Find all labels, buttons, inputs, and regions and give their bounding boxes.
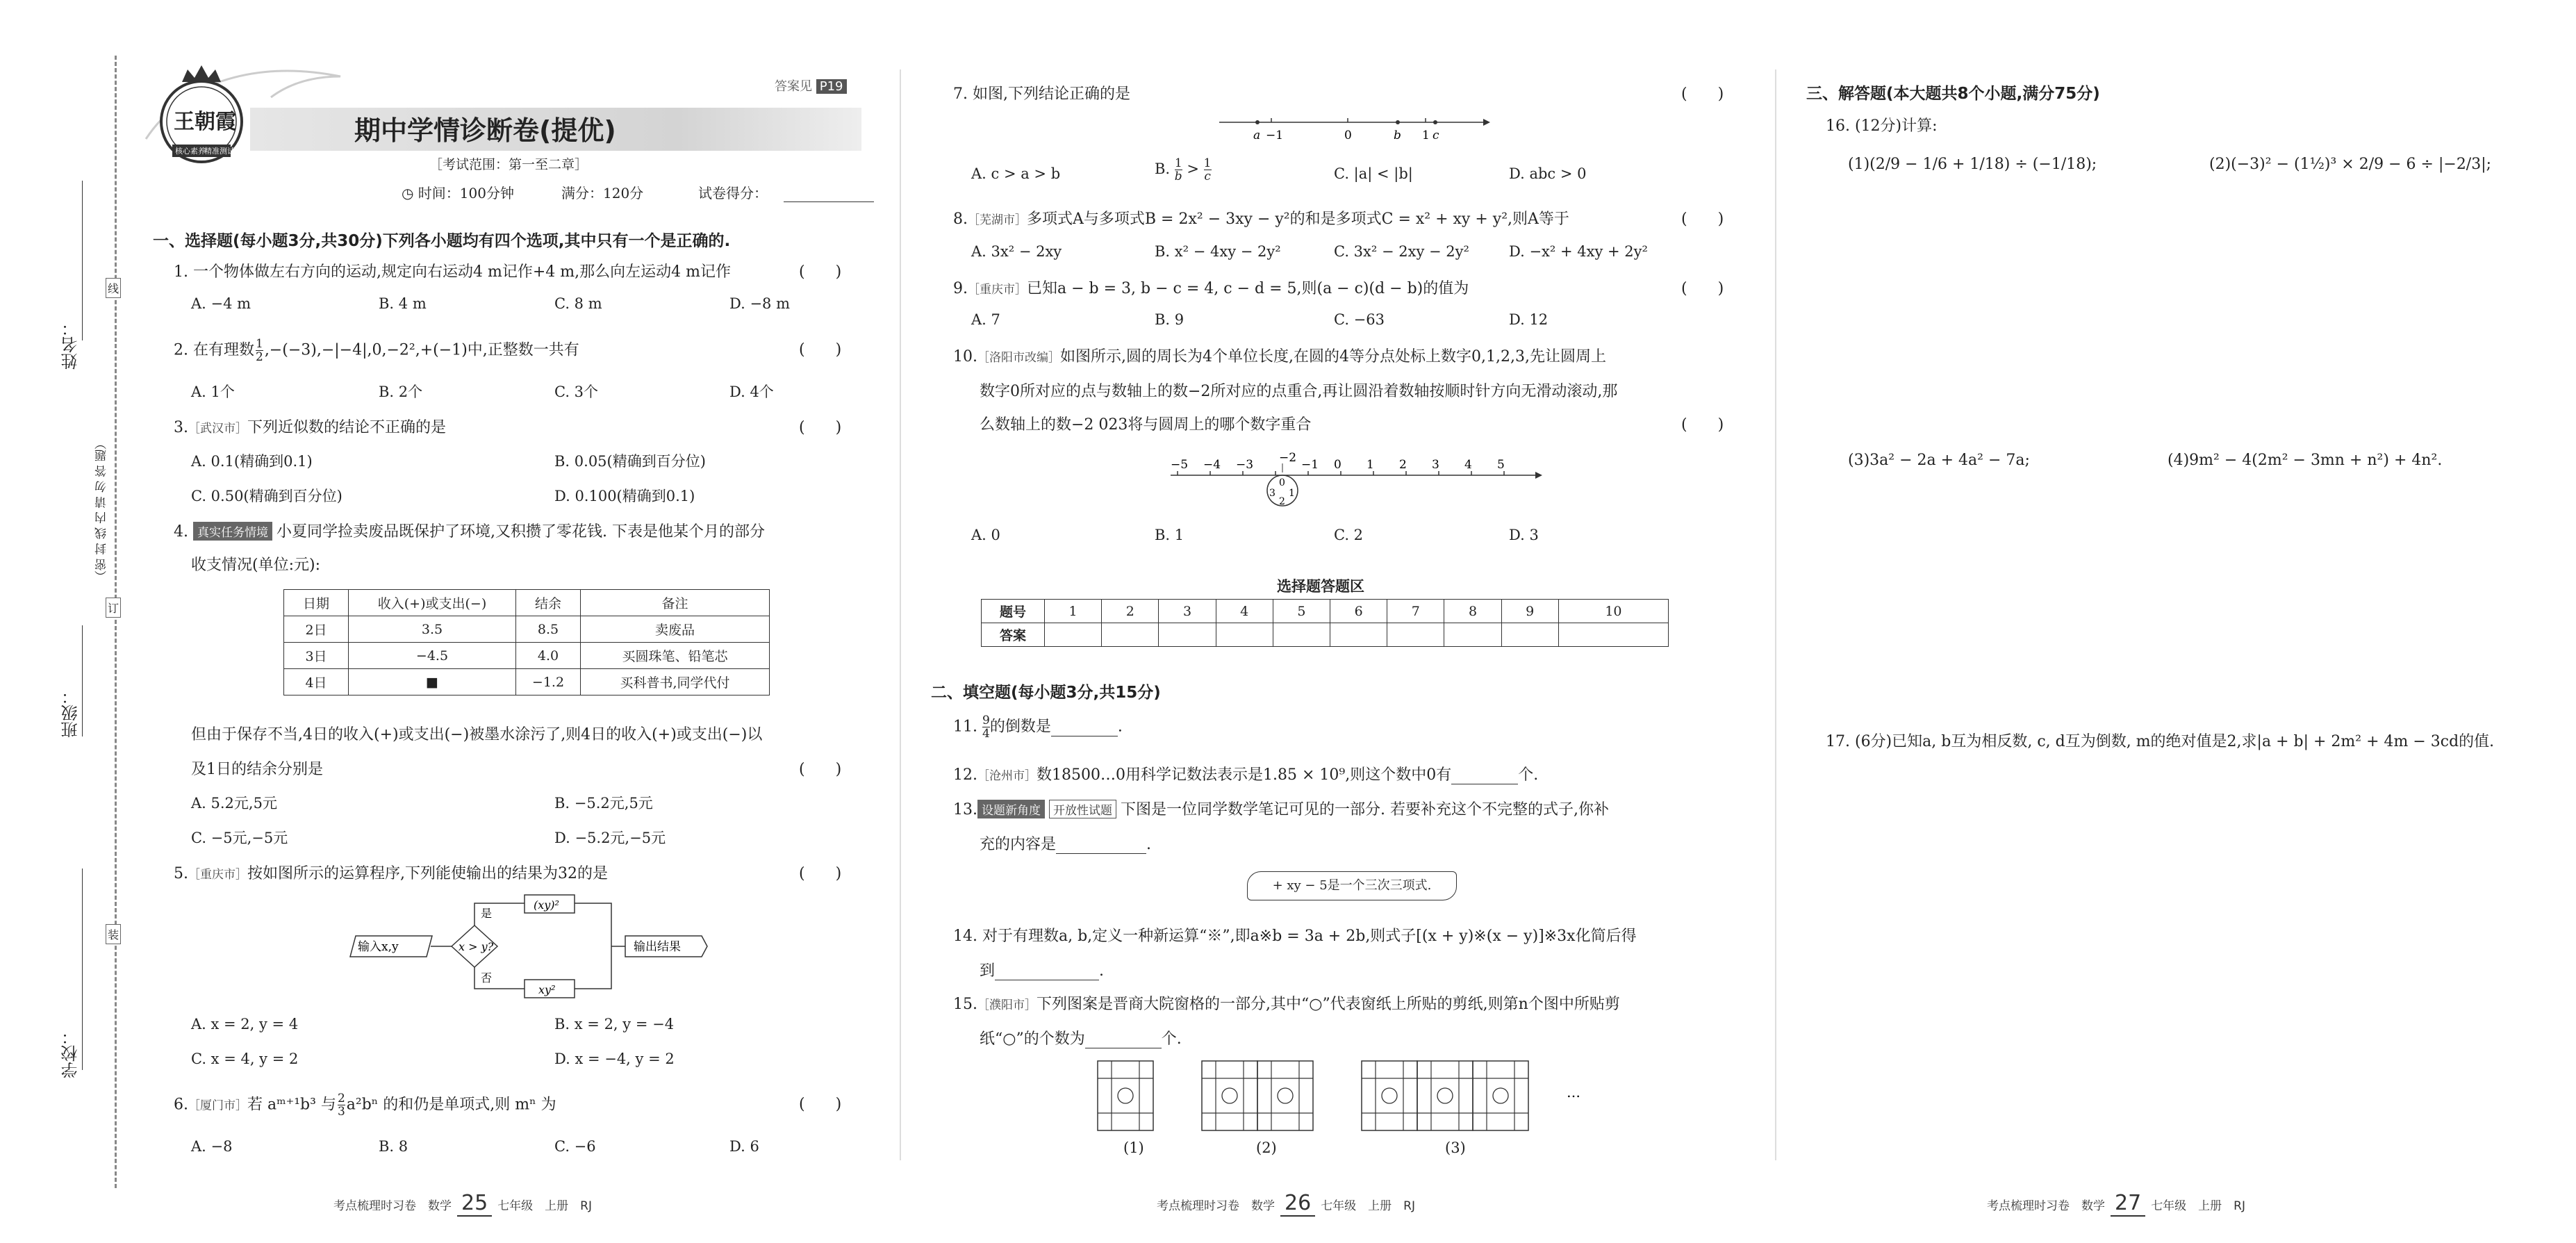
q9-opt-d: D. 12 [1509,311,1549,328]
answer-number-cell: 3 [1159,600,1216,623]
q7-opt-b-gt: > [1187,160,1199,177]
q7-point-b: b [1394,129,1401,142]
column-divider-2 [1775,69,1776,1160]
q4-cell: −1.2 [516,669,581,695]
q5-paren[interactable]: ( ) [799,865,842,882]
answer-blank-cell[interactable] [1102,623,1159,647]
q4-cell: 2日 [284,616,349,643]
q8-opt-b: B. x² − 4xy − 2y² [1155,243,1281,260]
q3-city: ［武汉市］ [188,422,247,436]
binding-dashed-line [115,56,117,1188]
answer-blank-cell[interactable] [1558,623,1668,647]
q11-frac-num: 9 [982,714,990,727]
q7-number-line [1216,110,1494,145]
q6-opt-b: B. 8 [379,1138,408,1155]
q15-text-b: 纸“○”的个数为 [980,1030,1085,1048]
page-title: 期中学情诊断卷(提优) [354,115,616,146]
q12-city: ［沧州市］ [977,769,1037,783]
answer-blank-cell[interactable] [1216,623,1273,647]
answer-number-cell: 1 [1045,600,1102,623]
answer-blank-cell[interactable] [1045,623,1102,647]
q4-cell: 8.5 [516,616,581,643]
paper-cut-circle [1493,1088,1508,1103]
q8-paren[interactable]: ( ) [1681,211,1724,228]
score-label: 试卷得分： [698,185,768,201]
q10-opt-c: C. 2 [1334,527,1364,543]
q3-stem [174,415,446,437]
footer-book: 考点梳理时习卷 数学 [333,1199,452,1213]
q5-stem [174,862,608,883]
q10-stem-3: 么数轴上的数−2 023将与圆周上的哪个数字重合 [980,416,1312,434]
q4-opt-d: D. −5.2元,−5元 [554,830,666,846]
answer-number-cell: 7 [1387,600,1444,623]
q5-opt-d: D. x = −4, y = 2 [554,1051,675,1067]
paper-cut-circle [1278,1088,1293,1103]
answer-row-numbers [982,600,1669,623]
q4-stem-1 [174,520,765,541]
q16-expr-4: (4)9m² − 4(2m² − 3mn + n²) + 4n². [2168,452,2443,469]
flow-top-expr: (xy)² [534,898,559,912]
q1-stem: 1. 一个物体做左右方向的运动,规定向右运动4 m记作+4 m,那么向左运动4 m记作 [174,263,731,281]
q7-frac-2 [1204,157,1212,183]
q10-tick-label: 0 [1334,458,1341,472]
q12-num: 12. [953,766,977,784]
answer-number-cell: 10 [1558,600,1668,623]
answer-ref-label: 答案见 [775,79,812,94]
q7-frac2-num: 1 [1203,156,1212,170]
q4-text-a: 小夏同学捡卖废品既保护了环境,又积攒了零花钱. 下表是他某个月的部分 [276,523,765,541]
school-label: 学校： [61,1028,81,1078]
q4-opt-a: A. 5.2元,5元 [191,795,277,812]
q7-stem: 7. 如图,下列结论正确的是 [953,85,1130,103]
q13-text-a: 下图是一位同学数学笔记可见的一部分. 若要补充这个不完整的式子,你补 [1121,801,1609,818]
exam-scope: ［考试范围：第一至二章］ [429,157,588,172]
q10-stem-2: 数字0所对应的点与数轴上的数−2所对应的点重合,再让圆沿着数轴按顺时针方向无滑动滚动,那 [980,383,1618,400]
q7-opt-a: A. c > a > b [971,165,1061,182]
paper-cut-circle [1437,1088,1453,1103]
table-row [284,616,770,643]
logo-sub1: 核心素养 [175,147,206,156]
q9-stem [953,277,1469,298]
flow-no: 否 [481,971,493,985]
q10-tick-label: −1 [1301,458,1319,472]
q13-stem-2 [980,832,1151,854]
q1-opt-d: D. −8 m [729,295,790,312]
section3-title: 三、解答题(本大题共8个小题,满分75分) [1806,85,2100,103]
q2-opt-a: A. 1个 [191,384,235,400]
answer-number-cell: 9 [1501,600,1558,623]
q13-tag1: 设题新角度 [977,800,1045,818]
q8-opt-c: C. 3x² − 2xy − 2y² [1334,243,1469,260]
footer-page-25 [333,1191,592,1215]
flow-bottom-expr: xy² [538,983,556,996]
q10-circle-digit: 2 [1279,496,1285,507]
q15-text-a: 下列图案是晋商大院窗格的一部分,其中“○”代表窗纸上所贴的剪纸,则第n个图中所贴剪 [1037,996,1620,1013]
q15-label-1: (1) [1123,1139,1144,1156]
q5-num: 5. [174,865,188,882]
q6-paren[interactable]: ( ) [799,1096,842,1113]
q4-stem-4: 及1日的结余分别是 [191,761,323,778]
q9-opt-a: A. 7 [971,311,1000,328]
q4-cell: 买圆珠笔、铅笔芯 [581,643,770,669]
q7-frac1-den: b [1174,170,1182,183]
q10-tick-label: 4 [1464,458,1472,472]
q15-label-2: (2) [1256,1139,1277,1156]
q16-expr-1: (1)(2/9 − 1/6 + 1/18) ÷ (−1/18); [1848,156,2097,173]
q14-stem-2 [980,959,1104,980]
flow-condition: x > y? [459,940,494,953]
q5-flowchart [347,893,723,1004]
name-label: 姓名： [61,320,81,370]
q4-stem-2: 收支情况(单位:元): [191,557,320,574]
q7-opt-b [1155,157,1212,183]
flow-output: 输出结果 [634,940,681,954]
q14-text-b: 到 [980,962,996,980]
q13-tail: . [1146,836,1152,853]
q10-opt-d: D. 3 [1509,527,1539,543]
q10-tick-label: 1 [1367,458,1374,472]
q6-stem [174,1092,556,1118]
answer-blank-cell[interactable] [1444,623,1501,647]
q9-opt-b: B. 9 [1155,311,1184,328]
q11-num: 11. [953,718,977,736]
class-label: 班级： [61,688,81,738]
q4-stem-3: 但由于保存不当,4日的收入(+)或支出(−)被墨水涂污了,则4日的收入(+)或支出(−)以 [191,726,763,743]
q4-cell: −4.5 [349,643,516,669]
q10-tick-label: 3 [1432,458,1439,472]
q1-paren[interactable]: ( ) [799,263,842,281]
q5-text: 按如图所示的运算程序,下列能使输出的结果为32的是 [247,865,608,882]
q2-paren[interactable]: ( ) [799,341,842,359]
answer-ref [775,76,847,94]
answer-row-answers [982,623,1669,647]
q4-th-note: 备注 [581,590,770,616]
q1-opt-c: C. 8 m [554,295,602,312]
q5-city: ［重庆市］ [188,868,247,882]
q4-th-amount: 收入(+)或支出(−) [349,590,516,616]
q3-num: 3. [174,419,188,436]
q9-text: 已知a − b = 3, b − c = 4, c − d = 5,则(a − c)(d − b)的值为 [1027,280,1469,297]
q15-tail: 个. [1161,1030,1182,1048]
page-number: 25 [457,1191,492,1217]
q7-tick-1: 1 [1422,129,1430,142]
q16-expr-2: (2)(−3)² − (1½)³ × 2/9 − 6 ÷ |−2/3|; [2209,156,2492,173]
q10-stem-1 [953,345,1606,366]
q10-tick-label: −5 [1171,458,1189,472]
paper-cut-circle [1382,1088,1397,1103]
answer-row1-label: 题号 [982,600,1045,623]
q8-opt-d: D. −x² + 4xy + 2y² [1509,243,1648,260]
q15-label-3: (3) [1445,1139,1466,1156]
exam-time: ◷ 时间：100分钟 [402,185,514,201]
q8-opt-a: A. 3x² − 2xy [971,243,1062,260]
answer-row2-label: 答案 [982,623,1045,647]
q10-paren[interactable]: ( ) [1681,416,1724,434]
answer-ref-page: P19 [816,79,847,94]
q6-fraction [338,1092,345,1118]
answer-blank-cell[interactable] [1387,623,1444,647]
q13-tag2: 开放性试题 [1049,800,1116,818]
q4-cell: 3.5 [349,616,516,643]
q15-num: 15. [953,996,977,1013]
q2-stem-b: ,−(−3),−|−4|,0,−2²,+(−1)中,正整数一共有 [264,341,579,359]
q15-stem-1 [953,992,1620,1014]
q11-text: 的倒数是 [989,718,1051,736]
q10-num: 10. [953,348,977,365]
school-line [82,869,83,1070]
q6-text-a: 若 aᵐ⁺¹b³ 与 [247,1096,336,1114]
answer-number-cell: 8 [1444,600,1501,623]
q2-stem-a: 2. 在有理数 [174,341,254,359]
q13-text-b: 充的内容是 [980,836,1057,853]
page-number: 26 [1280,1191,1315,1217]
name-line [82,181,83,340]
q14-stem-1: 14. 对于有理数a, b,定义一种新运算“※”,即a※b = 3a + 2b,则式子[(x + y)※(x − y)]※3x化简后得 [953,928,1637,945]
section2-title: 二、填空题(每小题3分,共15分) [931,684,1161,702]
q10-text-a: 如图所示,圆的周长为4个单位长度,在圆的4等分点处标上数字0,1,2,3,先让圆周上 [1060,348,1606,365]
q6-frac-den: 3 [337,1105,345,1119]
footer-grade: 七年级 上册 RJ [497,1199,593,1213]
footer-page-26 [1157,1191,1415,1215]
q16-stem: 16. (12分)计算: [1826,117,1938,135]
answer-number-cell: 2 [1102,600,1159,623]
q11-blank[interactable] [1051,718,1118,736]
q6-frac-num: 2 [337,1092,345,1105]
logo-text: 王朝霞 [174,110,236,134]
zhuang-mark: 装 [106,924,121,944]
q10-tick-label: 5 [1497,458,1505,472]
q2-fraction [256,338,263,363]
q3-opt-b: B. 0.05(精确到百分位) [554,453,706,470]
q4-cell: 卖废品 [581,616,770,643]
footer-book: 考点梳理时习卷 数学 [1987,1199,2105,1213]
answer-number-cell: 4 [1216,600,1273,623]
q15-window-patterns [1094,1057,1594,1134]
q4-cell: 买科普书,同学代付 [581,669,770,695]
q10-circle-digit: 1 [1289,488,1295,499]
q10-circle-digit: 3 [1269,488,1275,499]
logo-sub2: 精准测试 [204,147,235,156]
q2-frac-den: 2 [255,350,263,364]
q17-stem: 17. (6分)已知a, b互为相反数, c, d互为倒数, m的绝对值是2,求|a + b| + 2m² + 4m − 3cd的值. [1826,733,2495,750]
q3-paren[interactable]: ( ) [799,419,842,436]
exam-full-score: 满分：120分 [561,185,644,201]
q1-opt-a: A. −4 m [191,295,251,312]
q7-tick-neg1: −1 [1266,129,1284,142]
q13-stem-1 [953,798,1609,819]
q16-expr-3: (3)3a² − 2a + 4a² − 7a; [1848,452,2030,469]
q4-cell: 3日 [284,643,349,669]
q10-city: ［洛阳市改编］ [977,351,1060,365]
answer-blank-cell[interactable] [1330,623,1387,647]
q10-top-label: −2 [1279,451,1297,465]
q2-opt-b: B. 2个 [379,384,423,400]
footer-grade: 七年级 上册 RJ [2151,1199,2246,1213]
q10-tick-label: −4 [1203,458,1221,472]
q7-opt-c: C. |a| < |b| [1334,165,1413,182]
footer-grade: 七年级 上册 RJ [1321,1199,1416,1213]
q6-opt-d: D. 6 [729,1138,759,1155]
q12-tail: 个. [1518,766,1539,784]
q4-cell: 4.0 [516,643,581,669]
q10-opt-a: A. 0 [971,527,1000,543]
q8-num: 8. [953,211,968,228]
q4-paren[interactable]: ( ) [799,761,842,778]
answer-grid [981,599,1669,647]
q12-stem [953,763,1538,784]
paper-cut-circle [1118,1088,1133,1103]
answer-number-cell: 6 [1330,600,1387,623]
q12-blank[interactable] [1451,766,1518,784]
q4-tag: 真实任务情境 [193,522,272,541]
q13-blank[interactable] [1056,836,1146,854]
q3-opt-c: C. 0.50(精确到百分位) [191,488,342,504]
q4-th-date: 日期 [284,590,349,616]
q11-tail: . [1117,718,1123,736]
footer-book: 考点梳理时习卷 数学 [1157,1199,1275,1213]
q13-note: + xy − 5是一个三次三项式. [1247,871,1457,900]
flow-yes: 是 [481,907,493,920]
q2-opt-d: D. 4个 [729,384,774,400]
q14-blank[interactable] [995,962,1099,980]
q7-opt-b-label: B. [1155,160,1171,177]
q9-opt-c: C. −63 [1334,311,1385,328]
q9-num: 9. [953,280,968,297]
q4-num: 4. [174,523,188,541]
q5-opt-b: B. x = 2, y = −4 [554,1016,675,1032]
q4-th-balance: 结余 [516,590,581,616]
q4-opt-c: C. −5元,−5元 [191,830,288,846]
answer-blank-cell[interactable] [1501,623,1558,647]
q10-circle-digit: 0 [1279,477,1285,488]
q7-paren[interactable]: ( ) [1681,85,1724,103]
q3-opt-d: D. 0.100(精确到0.1) [554,488,695,504]
q6-num: 6. [174,1096,188,1114]
q8-text: 多项式A与多项式B = 2x² − 3xy − y²的和是多项式C = x² + xy + y²,则A等于 [1027,211,1569,228]
page-number: 27 [2111,1191,2145,1217]
q5-opt-a: A. x = 2, y = 4 [191,1016,299,1032]
paper-cut-circle [1222,1088,1237,1103]
q11-stem [953,714,1123,740]
q8-city: ［芜湖市］ [968,213,1027,227]
footer-page-27 [1987,1191,2245,1215]
q1-opt-b: B. 4 m [379,295,427,312]
q9-city: ［重庆市］ [968,283,1027,297]
q10-tick-label: 2 [1399,458,1407,472]
q13-num: 13. [953,801,977,818]
q10-number-line [1167,442,1556,518]
section1-title: 一、选择题(每小题3分,共30分)下列各小题均有四个选项,其中只有一个是正确的. [153,232,731,250]
q4-table-header [284,590,770,616]
q6-city: ［厦门市］ [188,1098,247,1113]
q9-paren[interactable]: ( ) [1681,280,1724,297]
q7-tick-0: 0 [1344,129,1352,142]
answer-blank-cell[interactable] [1273,623,1330,647]
q15-ellipsis: … [1567,1084,1580,1101]
q7-frac2-den: c [1204,170,1211,183]
q15-blank[interactable] [1085,1030,1162,1048]
q7-frac1-num: 1 [1174,156,1182,170]
q6-opt-c: C. −6 [554,1138,596,1155]
score-blank[interactable] [784,201,874,202]
q3-opt-a: A. 0.1(精确到0.1) [191,453,313,470]
q4-opt-b: B. −5.2元,5元 [554,795,653,812]
answer-area-title: 选择题答题区 [1277,578,1364,595]
q15-stem-2 [980,1027,1182,1048]
q7-point-c: c [1433,129,1439,142]
q7-opt-d: D. abc > 0 [1509,165,1587,182]
class-line [82,625,83,736]
table-row [284,643,770,669]
flow-input: 输入x,y [358,940,399,954]
q11-frac-den: 4 [982,727,990,741]
q5-opt-c: C. x = 4, y = 2 [191,1051,299,1067]
column-divider-1 [900,69,901,1160]
answer-blank-cell[interactable] [1159,623,1216,647]
q7-point-a: a [1253,129,1261,142]
ding-mark: 订 [106,598,121,618]
q10-tick-label: −3 [1236,458,1254,472]
q6-text-b: a²bⁿ 的和仍是单项式,则 mⁿ 为 [346,1096,556,1114]
q14-tail: . [1099,962,1105,980]
q4-cell: ■ [349,669,516,695]
q4-cell: 4日 [284,669,349,695]
q3-text: 下列近似数的结论不正确的是 [247,419,447,436]
q2-frac-num: 1 [255,337,263,351]
q10-opt-b: B. 1 [1155,527,1184,543]
q7-frac-1 [1175,157,1182,183]
q12-text: 数18500…0用科学记数法表示是1.85 × 10⁹,则这个数中0有 [1037,766,1452,784]
answer-number-cell: 5 [1273,600,1330,623]
q6-opt-a: A. −8 [191,1138,233,1155]
q8-stem [953,207,1569,229]
q2-stem [174,338,579,363]
q4-table [283,589,770,695]
q15-city: ［濮阳市］ [977,998,1037,1012]
seal-note: （密 封 线 内 请 勿 答 题） [95,438,109,582]
table-row [284,669,770,695]
q2-opt-c: C. 3个 [554,384,599,400]
line-mark: 线 [106,278,121,298]
q11-fraction [982,714,990,740]
